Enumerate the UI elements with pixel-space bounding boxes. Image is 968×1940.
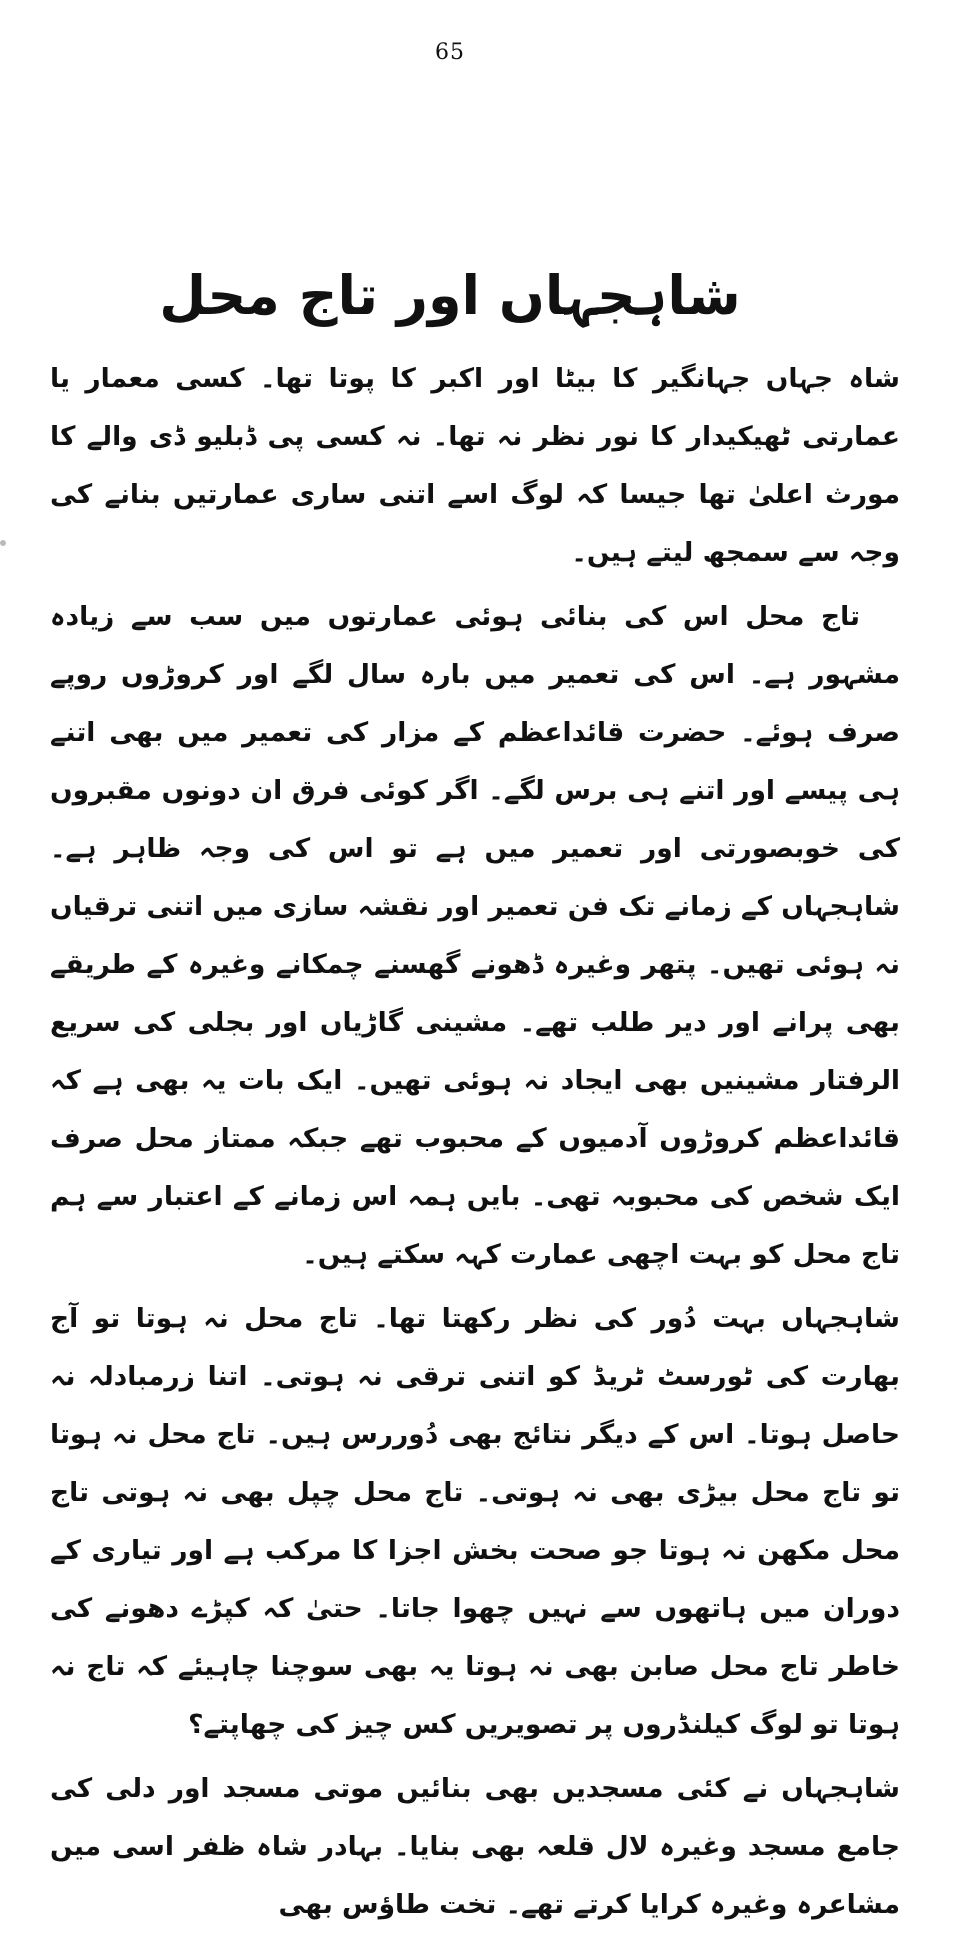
page-number: 65 bbox=[435, 40, 465, 65]
scan-speck bbox=[0, 540, 6, 546]
paragraph-1: شاہ جہاں جہانگیر کا بیٹا اور اکبر کا پوتا تھا۔ کسی معمار یا عمارتی ٹھیکیدار کا نور نظر نہ تھا۔ نہ کسی پی ڈبلیو ڈی والے کا مورث اعلیٰ تھا جیسا کہ لوگ اسے اتنی ساری عمارتیں بنانے کی وجہ سے سمجھ لیتے ہیں۔ bbox=[50, 363, 900, 568]
paragraph-3: شاہجہاں بہت دُور کی نظر رکھتا تھا۔ تاج محل نہ ہوتا تو آج بھارت کی ٹورسٹ ٹریڈ کو اتنی ترقی نہ ہوتی۔ اتنا زرمبادلہ نہ حاصل ہوتا۔ اس کے دیگر نتائج بھی دُوررس ہیں۔ تاج محل نہ ہوتا تو تاج محل بیڑی بھی نہ ہوتی۔ تاج محل چپل بھی نہ ہوتی تاج محل مکھن نہ ہوتا جو صحت بخش اجزا کا مرکب ہے اور تیاری کے دوران میں ہاتھوں سے نہیں چھوا جاتا۔ حتیٰ کہ کپڑے دھونے کی خاطر تاج محل صابن بھی نہ ہوتا یہ بھی سوچنا چاہیئے کہ تاج نہ ہوتا تو لوگ کیلنڈروں پر تصویریں کس چیز کی چھاپتے؟ bbox=[50, 1303, 900, 1740]
paragraph-2: تاج محل اس کی بنائی ہوئی عمارتوں میں سب سے زیادہ مشہور ہے۔ اس کی تعمیر میں بارہ سال لگے اور کروڑوں روپے صرف ہوئے۔ حضرت قائداعظم کے مزار کی تعمیر میں بھی اتنے ہی پیسے اور اتنے ہی برس لگے۔ اگر کوئی فرق ان دونوں مقبروں کی خوبصورتی اور تعمیر میں ہے تو اس کی وجہ ظاہر ہے۔ شاہجہاں کے زمانے تک فن تعمیر اور نقشہ سازی میں اتنی ترقیاں نہ ہوئی تھیں۔ پتھر وغیرہ ڈھونے گھسنے چمکانے وغیرہ کے طریقے بھی پرانے اور دیر طلب تھے۔ مشینی گاڑیاں اور بجلی کی سریع الرفتار مشینیں بھی ایجاد نہ ہوئی تھیں۔ ایک بات یہ بھی ہے کہ قائداعظم کروڑوں آدمیوں کے محبوب تھے جبکہ ممتاز محل صرف ایک شخص کی محبوبہ تھی۔ بایں ہمہ اس زمانے کے اعتبار سے ہم تاج محل کو بہت اچھی عمارت کہہ سکتے ہیں۔ bbox=[50, 601, 900, 1270]
paragraph-4: شاہجہاں نے کئی مسجدیں بھی بنائیں موتی مسجد اور دلی کی جامع مسجد وغیرہ لال قلعہ بھی بنایا۔ بہادر شاہ ظفر اسی میں مشاعرہ وغیرہ کرایا کرتے تھے۔ تخت طاؤس بھی bbox=[50, 1773, 900, 1920]
chapter-title: شاہجہاں اور تاج محل bbox=[159, 264, 741, 328]
chapter-body bbox=[50, 350, 900, 1940]
